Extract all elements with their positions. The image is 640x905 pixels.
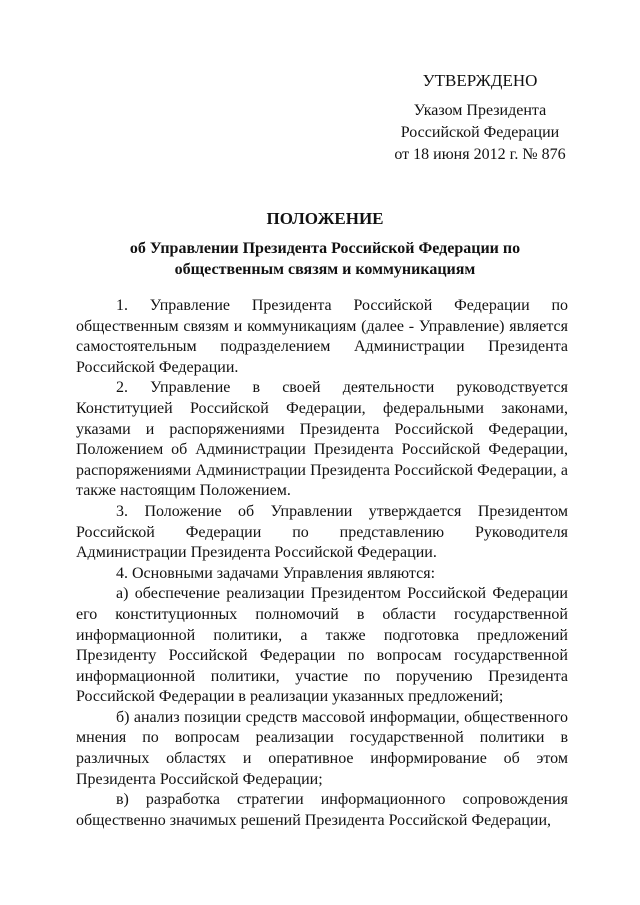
paragraph-4c: в) разработка стратегии информационного сопровождения общественно значимых решений Президента Российской Федерации, [76,791,568,829]
document-title-block [80,208,570,280]
approval-stamp [370,70,590,166]
paragraph-2: 2. Управление в своей деятельности руководствуется Конституцией Российской Федерации, федеральными законами, указами и распоряжениями Президента Российской Федерации, Положением об Администрации Президента Российской Федерации, распоряжениями Администрации Президента Российской Федерации, а также настоящим Положением. [76,379,568,500]
approval-decree-line: Указом Президента [413,102,547,119]
document-title: ПОЛОЖЕНИЕ [266,209,384,228]
approval-date-line: от 18 июня 2012 г. № 876 [394,146,566,163]
document-body [76,296,568,831]
paragraph-4a: а) обеспечение реализации Президентом Российской Федерации его конституционных полномочий в области государственной информационной политики, а также подготовка предложений Президенту Российской Федерации по вопросам государственной информационной политики, участие по поручению Президента Российской Федерации в реализации указанных предложений; [76,585,568,706]
approved-label: УТВЕРЖДЕНО [422,71,538,90]
document-subtitle-line-2: общественным связям и коммуникациям [174,261,476,278]
paragraph-4: 4. Основными задачами Управления являются: [116,564,436,582]
paragraph-3: 3. Положение об Управлении утверждается Президентом Российской Федерации по представлению Руководителя Администрации Президента Российской Федерации. [76,502,568,562]
document-subtitle-line-1: об Управлении Президента Российской Федерации по [129,240,521,257]
paragraph-4b: б) анализ позиции средств массовой информации, общественного мнения по вопросам реализации государственной политики в различных областях и оперативное информирование об этом Президента Российской Федерации; [76,708,568,788]
paragraph-1: 1. Управление Президента Российской Федерации по общественным связям и коммуникациям (далее - Управление) является самостоятельным подразделением Администрации Президента Российской Федерации. [76,297,568,376]
approval-country-line: Российской Федерации [400,124,560,141]
